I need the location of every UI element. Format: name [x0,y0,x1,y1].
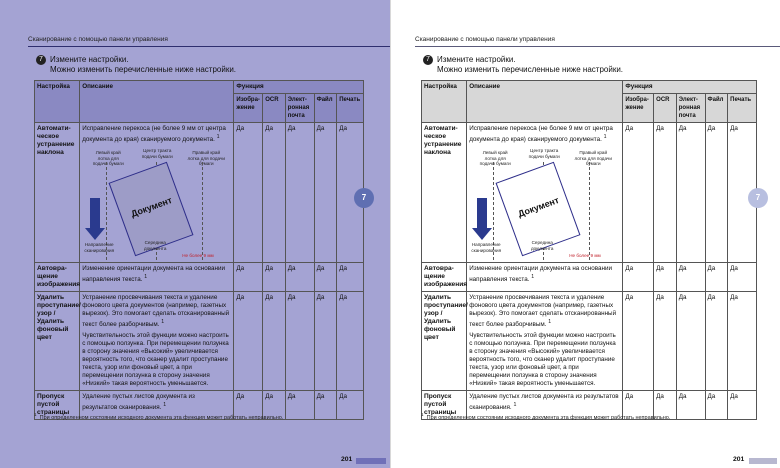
step-line-2: Можно изменить перечисленные ниже настройки. [437,65,624,74]
left-edge-label: Левый край лотка для подачи бумаги [92,150,124,167]
setting-name: Автомати-ческое устранение наклона [422,123,467,263]
scan-direction-arrow-icon [90,198,100,228]
setting-name: Удалить проступание/ узор / Удалить фоновый цвет [35,292,80,391]
footnote-ref: 1 [603,134,607,140]
header-file: Файл [705,94,728,123]
right-edge-label: Правый край лотка для подачи бумаги [187,150,225,167]
cell-file: Да [314,263,337,292]
settings-table [421,80,757,420]
cell-ocr: Да [654,123,677,263]
cell-ocr: Да [654,292,677,391]
middle-label: Середина документа [531,240,554,251]
cell-ocr: Да [263,123,286,263]
cell-file: Да [705,263,728,292]
max-offset-label: Не более 9 мм [182,253,214,259]
cell-email: Да [285,292,314,391]
header-function: Функция [623,81,757,94]
step-number-badge: 7 [36,55,46,65]
footnote-text: При определенном состоянии исходного документа эта функция может работать неправильно. [39,414,284,421]
cell-email: Да [285,263,314,292]
cell-file: Да [705,292,728,391]
cell-print: Да [728,263,757,292]
cell-email: Да [285,391,314,420]
step-number-badge: 7 [423,55,433,65]
setting-name: Автомати-ческое устранение наклона [35,123,80,263]
table-row [35,123,364,263]
cell-print: Да [337,292,364,391]
table-header-row [422,81,757,94]
step-line-1: Измените настройки. [437,55,516,64]
header-ocr: OCR [654,94,677,123]
cell-print: Да [728,292,757,391]
header-description: Описание [467,81,623,123]
description-text: Исправление перекоса (не более 9 мм от центра документа до края) сканируемого документа. [469,125,613,144]
cell-ocr: Да [263,292,286,391]
chapter-tab-marker: 7 [748,188,768,208]
footnote [34,412,283,421]
right-edge-label: Правый край лотка для подачи бумаги [574,150,612,167]
description-text: Устранение просвечивания текста и удаление фонового цвета документов (например, газетных вырезок). Это помогает сделать отсканированный текст более разборчивым. [82,294,230,329]
cell-image: Да [234,123,263,263]
footnote-ref: 1 [548,319,552,326]
cell-ocr: Да [263,391,286,420]
cell-image: Да [623,263,654,292]
cell-ocr: Да [263,263,286,292]
setting-description [467,263,623,292]
cell-email: Да [676,292,705,391]
header-description: Описание [80,81,234,123]
header-image: Изобра-жение [234,94,263,123]
footnote [421,412,670,421]
header-setting: Настройка [422,81,467,123]
header-function: Функция [234,81,364,94]
deskew-diagram [469,148,620,260]
header-rule [415,46,780,47]
footnote-ref: 1 [144,274,148,281]
cell-file: Да [314,292,337,391]
middle-label: Середина документа [144,240,167,251]
cell-file: Да [314,123,337,263]
footnote-ref: 1 [163,402,167,409]
step-instruction [423,55,623,75]
cell-file: Да [705,391,728,420]
header-image: Изобра-жение [623,94,654,123]
arrow-head-icon [85,228,105,240]
header-rule [28,46,390,47]
cell-print: Да [728,123,757,263]
setting-description [80,263,234,292]
center-label: Центр тракта подачи бумаги [528,148,560,159]
cell-email: Да [676,263,705,292]
cell-file: Да [705,123,728,263]
table-row [422,263,757,292]
footnote-text: При определенном состоянии исходного документа эта функция может работать неправильно. [426,414,671,421]
setting-name: Автовра-щение изображения [35,263,80,292]
table-row [35,263,364,292]
cell-image: Да [623,123,654,263]
cell-ocr: Да [654,391,677,420]
setting-description [467,123,623,263]
center-label: Центр тракта подачи бумаги [141,148,173,159]
scan-direction-arrow-icon [477,198,487,228]
description-text: Удаление пустых листов документа из результатов сканирования. [82,393,195,412]
step-instruction [36,55,236,75]
description-text: Исправление перекоса (не более 9 мм от центра документа до края) сканируемого документа. [82,125,226,144]
description-text: Устранение просвечивания текста и удаление фонового цвета документов (например, газетных вырезок). Это помогает сделать отсканированный текст более разборчивым. [469,294,617,329]
setting-name: Удалить проступание/ узор / Удалить фоновый цвет [422,292,467,391]
cell-print: Да [337,263,364,292]
header-print: Печать [728,94,757,123]
deskew-diagram [82,148,231,260]
footnote-mark: 1 [421,412,424,417]
header-ocr: OCR [263,94,286,123]
description-text-2: Чувствительность этой функции можно настроить с помощью ползунка. При перемещении ползунка в сторону значения «Высокий» увеличивается вероятность того, что сканер удалит проступание текста, узор или фоновый цвет, а при перемещении ползунка в сторону значения «Низкий» такая вероятность уменьшается. [82,332,229,388]
step-line-1: Измените настройки. [50,55,129,64]
page-number: 201 [733,456,745,463]
direction-label: Направление сканирования [471,242,502,253]
description-text: Изменение ориентации документа на основании направления текста. [82,265,225,284]
footnote-ref: 1 [216,134,220,140]
cell-print: Да [337,123,364,263]
running-head: Сканирование с помощью панели управления [28,36,168,43]
table-header-row [35,81,364,94]
footnote-ref: 1 [531,274,535,281]
setting-name: Пропуск пустой страницы [422,391,467,420]
table-row [422,292,757,391]
chapter-tab-marker: 7 [354,188,374,208]
footnote-mark: 1 [34,412,37,417]
cell-image: Да [234,292,263,391]
right-edge-line [589,162,590,260]
setting-description [80,123,234,263]
description-text: Изменение ориентации документа на основании направления текста. [469,265,612,284]
header-print: Печать [337,94,364,123]
right-edge-line [202,162,203,260]
max-offset-label: Не более 9 мм [569,253,601,259]
document-label: Документ [516,195,561,220]
cell-ocr: Да [654,263,677,292]
cell-print: Да [728,391,757,420]
page-right [390,0,780,468]
header-email: Элект-ронная почта [285,94,314,123]
settings-table [34,80,364,420]
setting-name: Пропуск пустой страницы [35,391,80,420]
setting-description [467,292,623,391]
table-row [422,123,757,263]
cell-image: Да [234,263,263,292]
arrow-head-icon [472,228,492,240]
footer-bar [749,458,777,464]
header-setting: Настройка [35,81,80,123]
running-head: Сканирование с помощью панели управления [415,36,555,43]
cell-email: Да [285,123,314,263]
document-label: Документ [129,195,174,220]
cell-print: Да [337,391,364,420]
cell-email: Да [676,123,705,263]
setting-description [80,292,234,391]
cell-image: Да [623,391,654,420]
footnote-ref: 1 [513,402,517,409]
cell-email: Да [676,391,705,420]
header-email: Элект-ронная почта [676,94,705,123]
footnote-ref: 1 [161,319,165,326]
cell-image: Да [623,292,654,391]
setting-name: Автовра-щение изображения [422,263,467,292]
cell-file: Да [314,391,337,420]
description-text-2: Чувствительность этой функции можно настроить с помощью ползунка. При перемещении ползунка в сторону значения «Высокий» увеличивается вероятность того, что сканер удалит проступание текста, узор или фоновый цвет, а при перемещении ползунка в сторону значения «Низкий» такая вероятность уменьшается. [469,332,616,388]
step-line-2: Можно изменить перечисленные ниже настройки. [50,65,237,74]
footer-bar [356,458,386,464]
left-edge-label: Левый край лотка для подачи бумаги [479,150,511,167]
description-text: Удаление пустых листов документа из результатов сканирования. [469,393,619,412]
page-number: 201 [341,456,353,463]
direction-label: Направление сканирования [84,242,115,253]
cell-image: Да [234,391,263,420]
table-row [35,292,364,391]
header-file: Файл [314,94,337,123]
